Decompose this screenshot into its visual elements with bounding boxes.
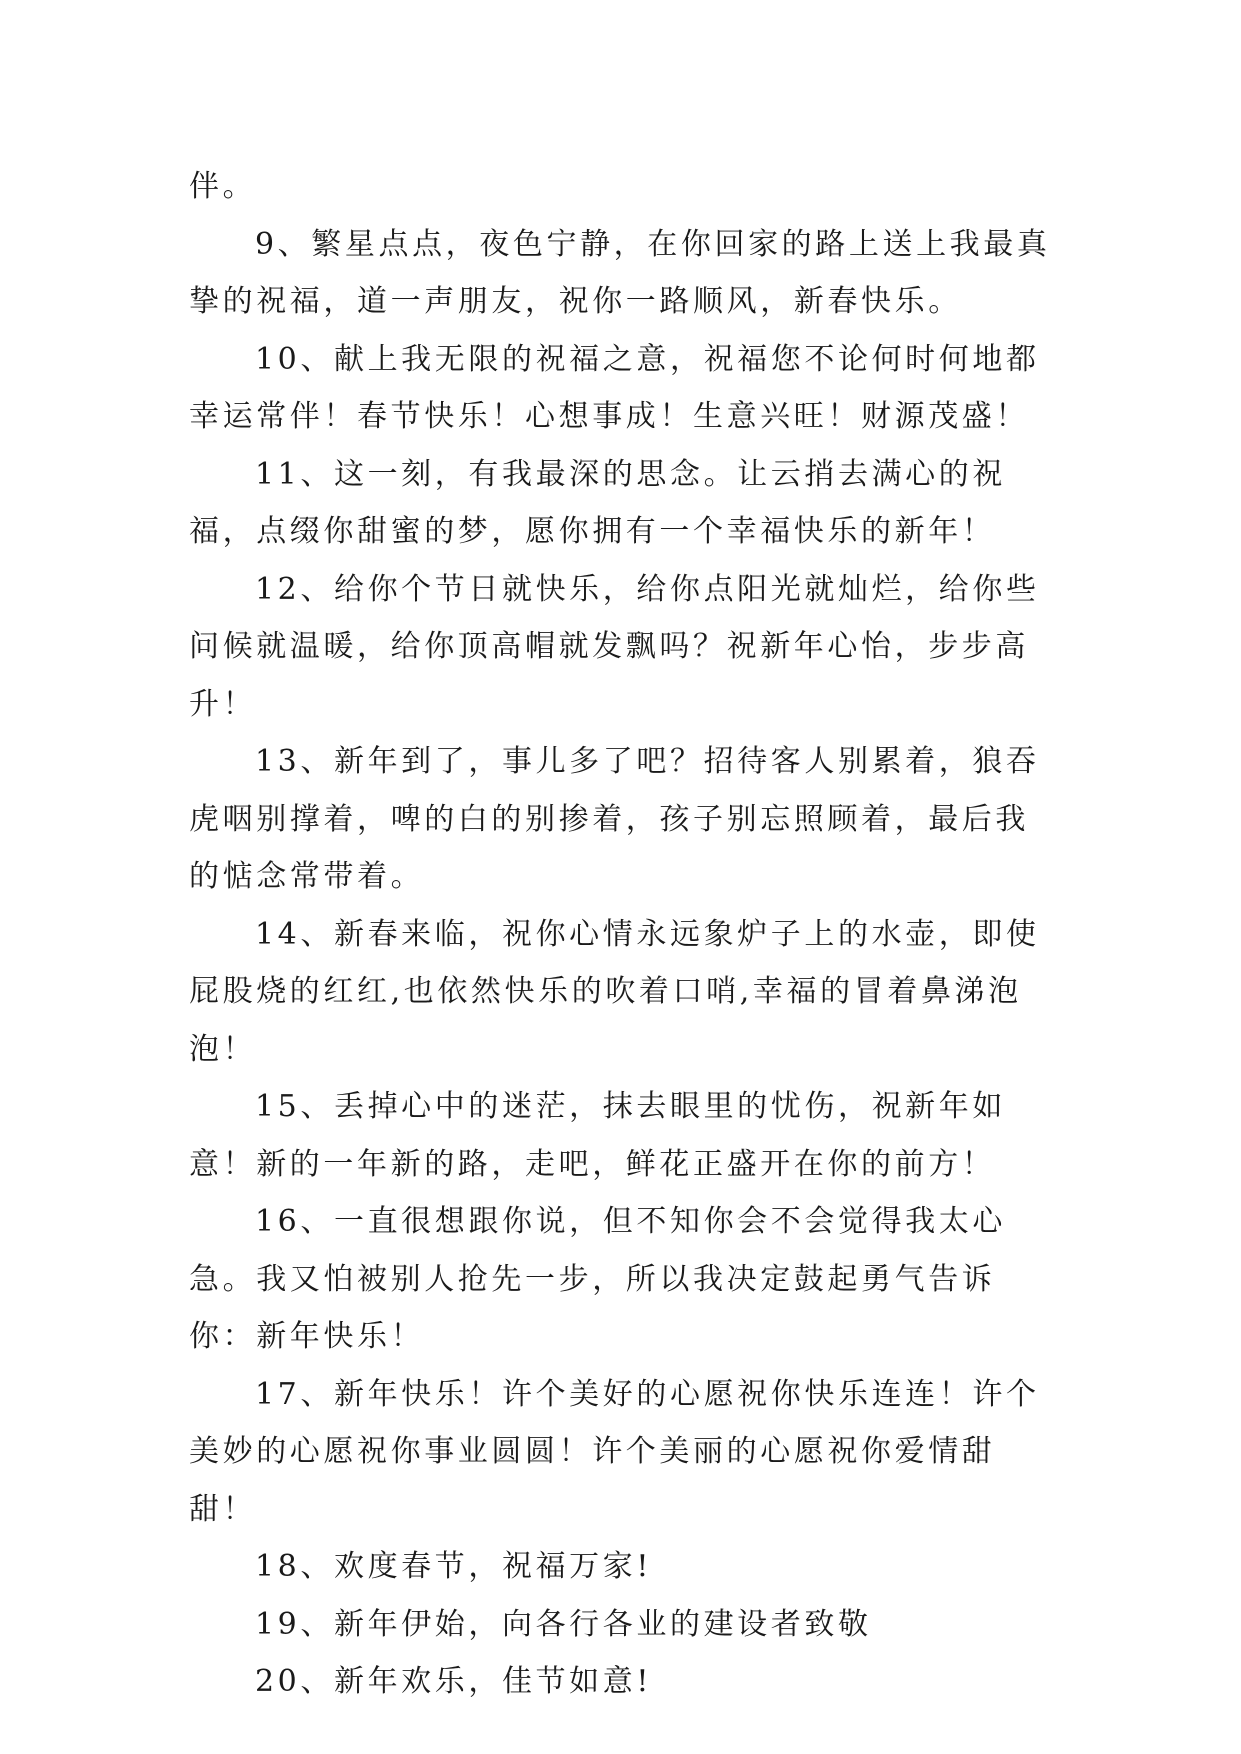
paragraph-item-20: 20、新年欢乐，佳节如意! bbox=[255, 1664, 653, 1699]
paragraph-item-14: 14、新春来临，祝你心情永远象炉子上的水壶，即使屁股烧的红红,也依然快乐的吹着口哨,幸福的冒着鼻涕泡泡！ bbox=[189, 916, 1040, 1067]
paragraph-item-16: 16、一直很想跟你说，但不知你会不会觉得我太心急。我又怕被别人抢先一步，所以我决定鼓起勇气告诉你：新年快乐！ bbox=[189, 1204, 1006, 1354]
paragraph-item-13: 13、新年到了，事儿多了吧？招待客人别累着，狼吞虎咽别撑着，啤的白的别掺着，孩子别忘照顾着，最后我的惦念常带着。 bbox=[189, 744, 1040, 894]
paragraph-item-19: 19、新年伊始，向各行各业的建设者致敬 bbox=[255, 1606, 872, 1642]
paragraph-item-10: 10、献上我无限的祝福之意，祝福您不论何时何地都幸运常伴！春节快乐！心想事成！生意兴旺！财源茂盛！ bbox=[189, 341, 1040, 434]
paragraph-item-9: 9、繁星点点，夜色宁静，在你回家的路上送上我最真挚的祝福，道一声朋友，祝你一路顺风，新春快乐。 bbox=[189, 226, 1051, 319]
document-body bbox=[189, 158, 1057, 1711]
paragraph-item-15: 15、丢掉心中的迷茫，抹去眼里的忧伤，祝新年如意！新的一年新的路，走吧，鲜花正盛开在你的前方！ bbox=[189, 1089, 1006, 1182]
paragraph-item-17: 17、新年快乐！许个美好的心愿祝你快乐连连！许个美妙的心愿祝你事业圆圆！许个美丽的心愿祝你爱情甜甜！ bbox=[189, 1376, 1040, 1527]
paragraph-continuation: 伴。 bbox=[189, 169, 257, 204]
paragraph-item-12: 12、给你个节日就快乐，给你点阳光就灿烂，给你些问候就温暖，给你顶高帽就发飘吗？祝新年心怡，步步高升！ bbox=[189, 571, 1040, 722]
paragraph-item-18: 18、欢度春节，祝福万家! bbox=[255, 1549, 653, 1584]
paragraph-item-11: 11、这一刻，有我最深的思念。让云捎去满心的祝福，点缀你甜蜜的梦，愿你拥有一个幸福快乐的新年！ bbox=[189, 456, 1006, 549]
